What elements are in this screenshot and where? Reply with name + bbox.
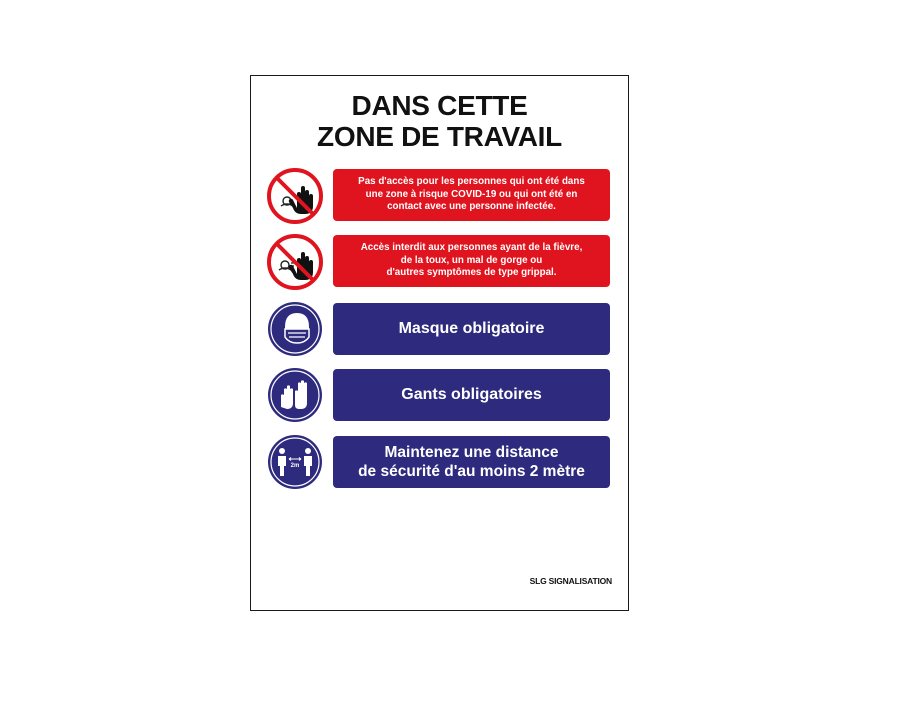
no-entry-sick-hand-icon [267,234,323,290]
title-line-2: ZONE DE TRAVAIL [317,121,562,152]
social-distance-icon [267,434,323,490]
banner-line: Gants obligatoires [401,386,542,403]
gloves-icon [267,367,323,423]
rule-banner-gloves [333,369,610,421]
rule-row-mask [251,301,628,357]
banner-line: Accès interdit aux personnes ayant de la fièvre, [360,242,583,254]
rule-banner-no-covid-contact [333,169,610,221]
rule-banner-mask [333,303,610,355]
rule-row-distance [251,434,628,490]
banner-line: Masque obligatoire [398,320,545,337]
face-mask-icon [267,301,323,357]
banner-line: de la toux, un mal de gorge ou [400,254,543,266]
rule-row-gloves [251,367,628,423]
banner-line: une zone à risque COVID-19 ou qui ont été en [365,188,578,200]
title-line-1: DANS CETTE [351,90,528,121]
sign-title [251,90,628,152]
rule-row-no-symptoms [251,234,628,290]
banner-line: Maintenez une distance [384,444,559,461]
safety-sign [250,75,629,611]
banner-line: contact avec une personne infectée. [387,201,556,213]
rule-banner-distance [333,436,610,488]
distance-value-text: 2m [290,463,300,469]
banner-line: Pas d'accès pour les personnes qui ont été dans [358,176,585,188]
rule-row-no-covid-contact [251,168,628,224]
banner-line: de sécurité d'au moins 2 mètre [358,463,585,480]
banner-line: d'autres symptômes de type grippal. [386,267,557,279]
brand-label: SLG SIGNALISATION [529,576,612,586]
no-entry-hand-icon [267,168,323,224]
rule-banner-no-symptoms [333,235,610,287]
